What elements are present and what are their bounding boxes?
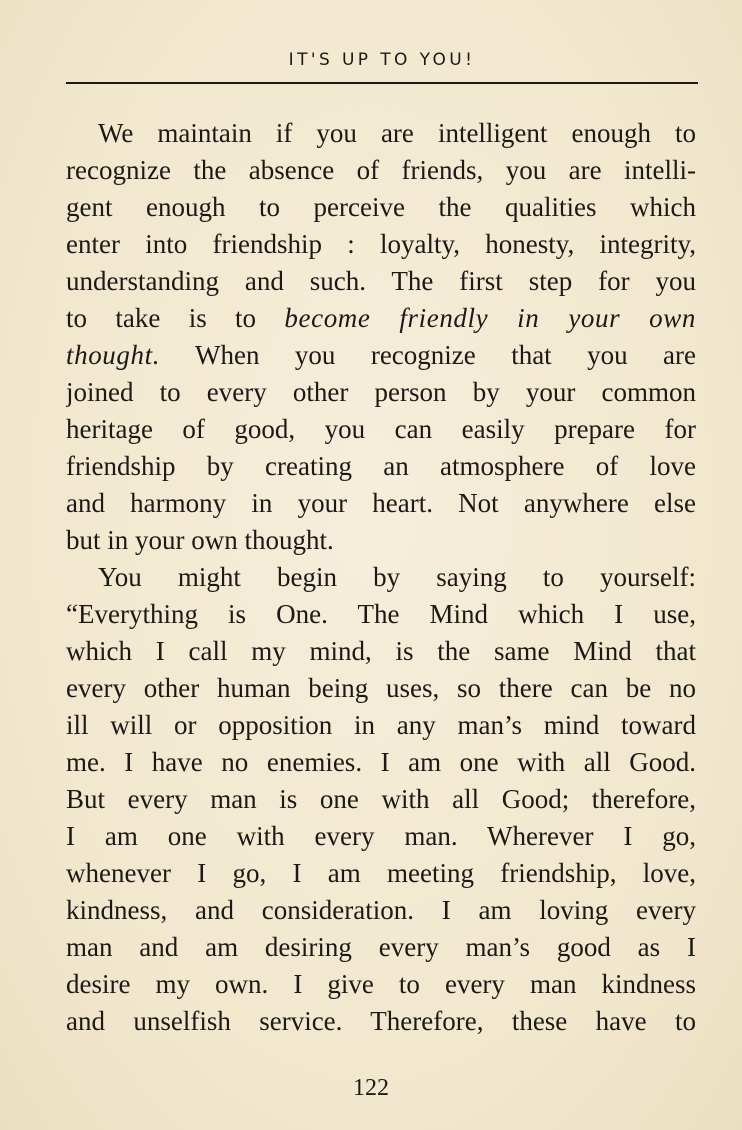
text-line: understanding and such. The first step for you: [66, 266, 696, 296]
text-run: to take is to: [66, 303, 285, 333]
text-line: But every man is one with all Good; therefore,: [66, 784, 696, 814]
text-line: I am one with every man. Wherever I go,: [66, 821, 696, 851]
paragraph: [66, 115, 696, 559]
text-line: kindness, and consideration. I am loving every: [66, 895, 696, 925]
running-head: IT'S UP TO YOU!: [288, 50, 476, 70]
body-text: [66, 115, 696, 1040]
text-line: joined to every other person by your common: [66, 377, 696, 407]
text-line: We maintain if you are intelligent enough to: [98, 118, 696, 148]
text-line: [66, 300, 696, 337]
text-line: and harmony in your heart. Not anywhere else: [66, 488, 696, 518]
text-line: friendship by creating an atmosphere of love: [66, 451, 696, 481]
text-line: every other human being uses, so there can be no: [66, 673, 696, 703]
text-line: You might begin by saying to yourself:: [98, 562, 696, 592]
text-line: but in your own thought.: [66, 525, 334, 555]
header-rule: [66, 82, 698, 84]
page-number: 122: [353, 1075, 389, 1101]
text-line: “Everything is One. The Mind which I use,: [66, 599, 696, 629]
text-line: [66, 337, 696, 374]
paragraph: [66, 559, 696, 1040]
text-line: enter into friendship : loyalty, honesty, integrity,: [66, 229, 696, 259]
text-line: gent enough to perceive the qualities which: [66, 192, 696, 222]
text-line: desire my own. I give to every man kindness: [66, 969, 696, 999]
text-line: ill will or opposition in any man’s mind toward: [66, 710, 696, 740]
text-line: heritage of good, you can easily prepare for: [66, 414, 696, 444]
text-line: man and am desiring every man’s good as I: [66, 932, 696, 962]
text-line: which I call my mind, is the same Mind that: [66, 636, 696, 666]
emphasis-text: thought.: [66, 340, 161, 370]
text-line: recognize the absence of friends, you are intelli-: [66, 155, 696, 185]
text-run: When you recognize that you are: [160, 340, 696, 370]
emphasis-text: become friendly in your own: [284, 303, 696, 333]
text-line: me. I have no enemies. I am one with all Good.: [66, 747, 696, 777]
text-line: whenever I go, I am meeting friendship, love,: [66, 858, 696, 888]
text-line: and unselfish service. Therefore, these have to: [66, 1006, 696, 1036]
